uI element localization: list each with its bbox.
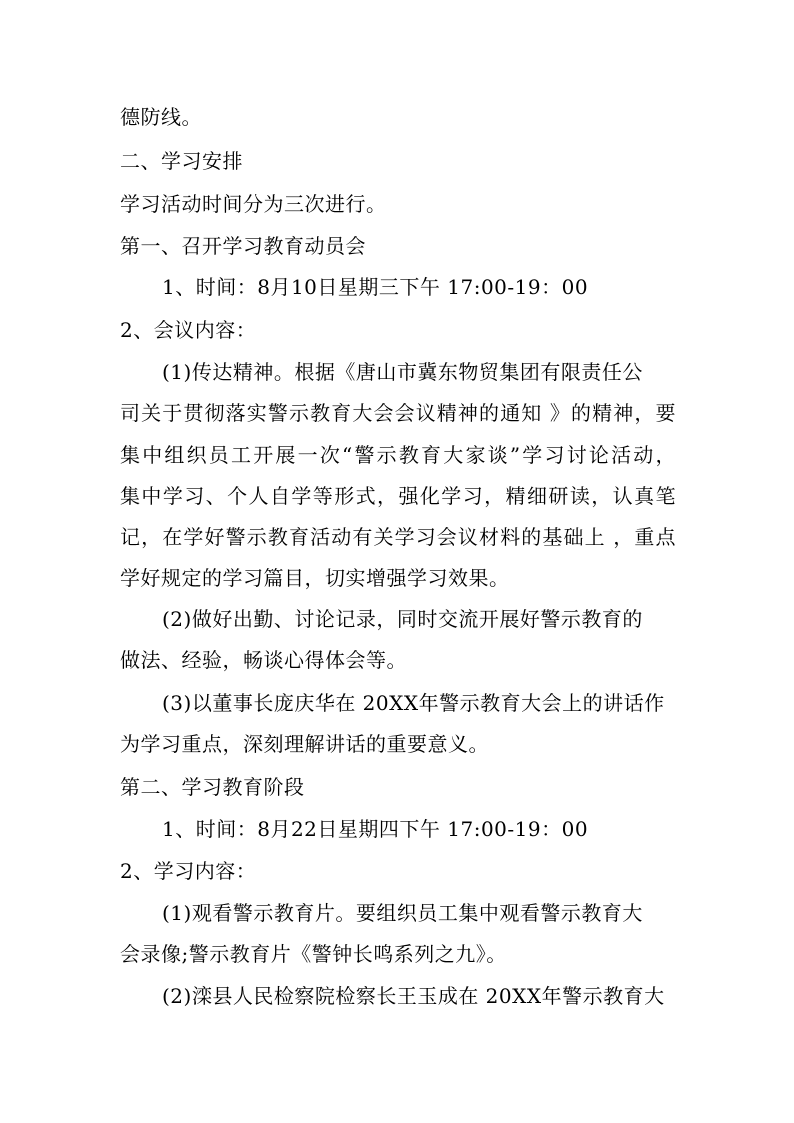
paragraph-line: (2)做好出勤、讨论记录，同时交流开展好警示教育的 [162,607,643,631]
paragraph-line: 学好规定的学习篇目，切实增强学习效果。 [120,566,510,590]
paragraph-line: 德防线。 [120,105,202,129]
paragraph-line: 集中学习、个人自学等形式，强化学习，精细研读，认真笔 [120,484,676,508]
paragraph-line: 学习活动时间分为三次进行。 [120,192,387,216]
subsection-heading: 第一、召开学习教育动员会 [120,234,366,258]
paragraph-line: 做法、经验，畅谈心得体会等。 [120,648,407,672]
paragraph-line: 记，在学好警示教育活动有关学习会议材料的基础上 ，重点 [120,525,676,549]
paragraph-line: 集中组织员工开展一次“警示教育大家谈”学习讨论活动， [120,443,676,467]
paragraph-line: 为学习重点，深刻理解讲话的重要意义。 [120,732,489,756]
paragraph-line: 司关于贯彻落实警示教育大会会议精神的通知 》的精神，要 [120,401,676,425]
paragraph-line: (1)观看警示教育片。要组织员工集中观看警示教育大 [162,901,643,925]
paragraph-line: 会录像;警示教育片《警钟长鸣系列之九》。 [120,942,507,966]
paragraph-line: 2、学习内容： [120,859,257,883]
subsection-heading: 第二、学习教育阶段 [120,775,305,799]
paragraph-line: 2、会议内容： [120,318,257,342]
paragraph-line: (1)传达精神。根据《唐山市冀东物贸集团有限责任公 [162,360,643,384]
paragraph-line: 1、时间：8月22日星期四下午 17:00-19：00 [162,817,589,841]
section-heading: 二、学习安排 [120,149,243,173]
paragraph-line: (3)以董事长庞庆华在 20XX年警示教育大会上的讲话作 [162,691,665,715]
paragraph-line: 1、时间：8月10日星期三下午 17:00-19：00 [162,275,589,299]
paragraph-line: (2)滦县人民检察院检察长王玉成在 20XX年警示教育大 [162,984,665,1008]
